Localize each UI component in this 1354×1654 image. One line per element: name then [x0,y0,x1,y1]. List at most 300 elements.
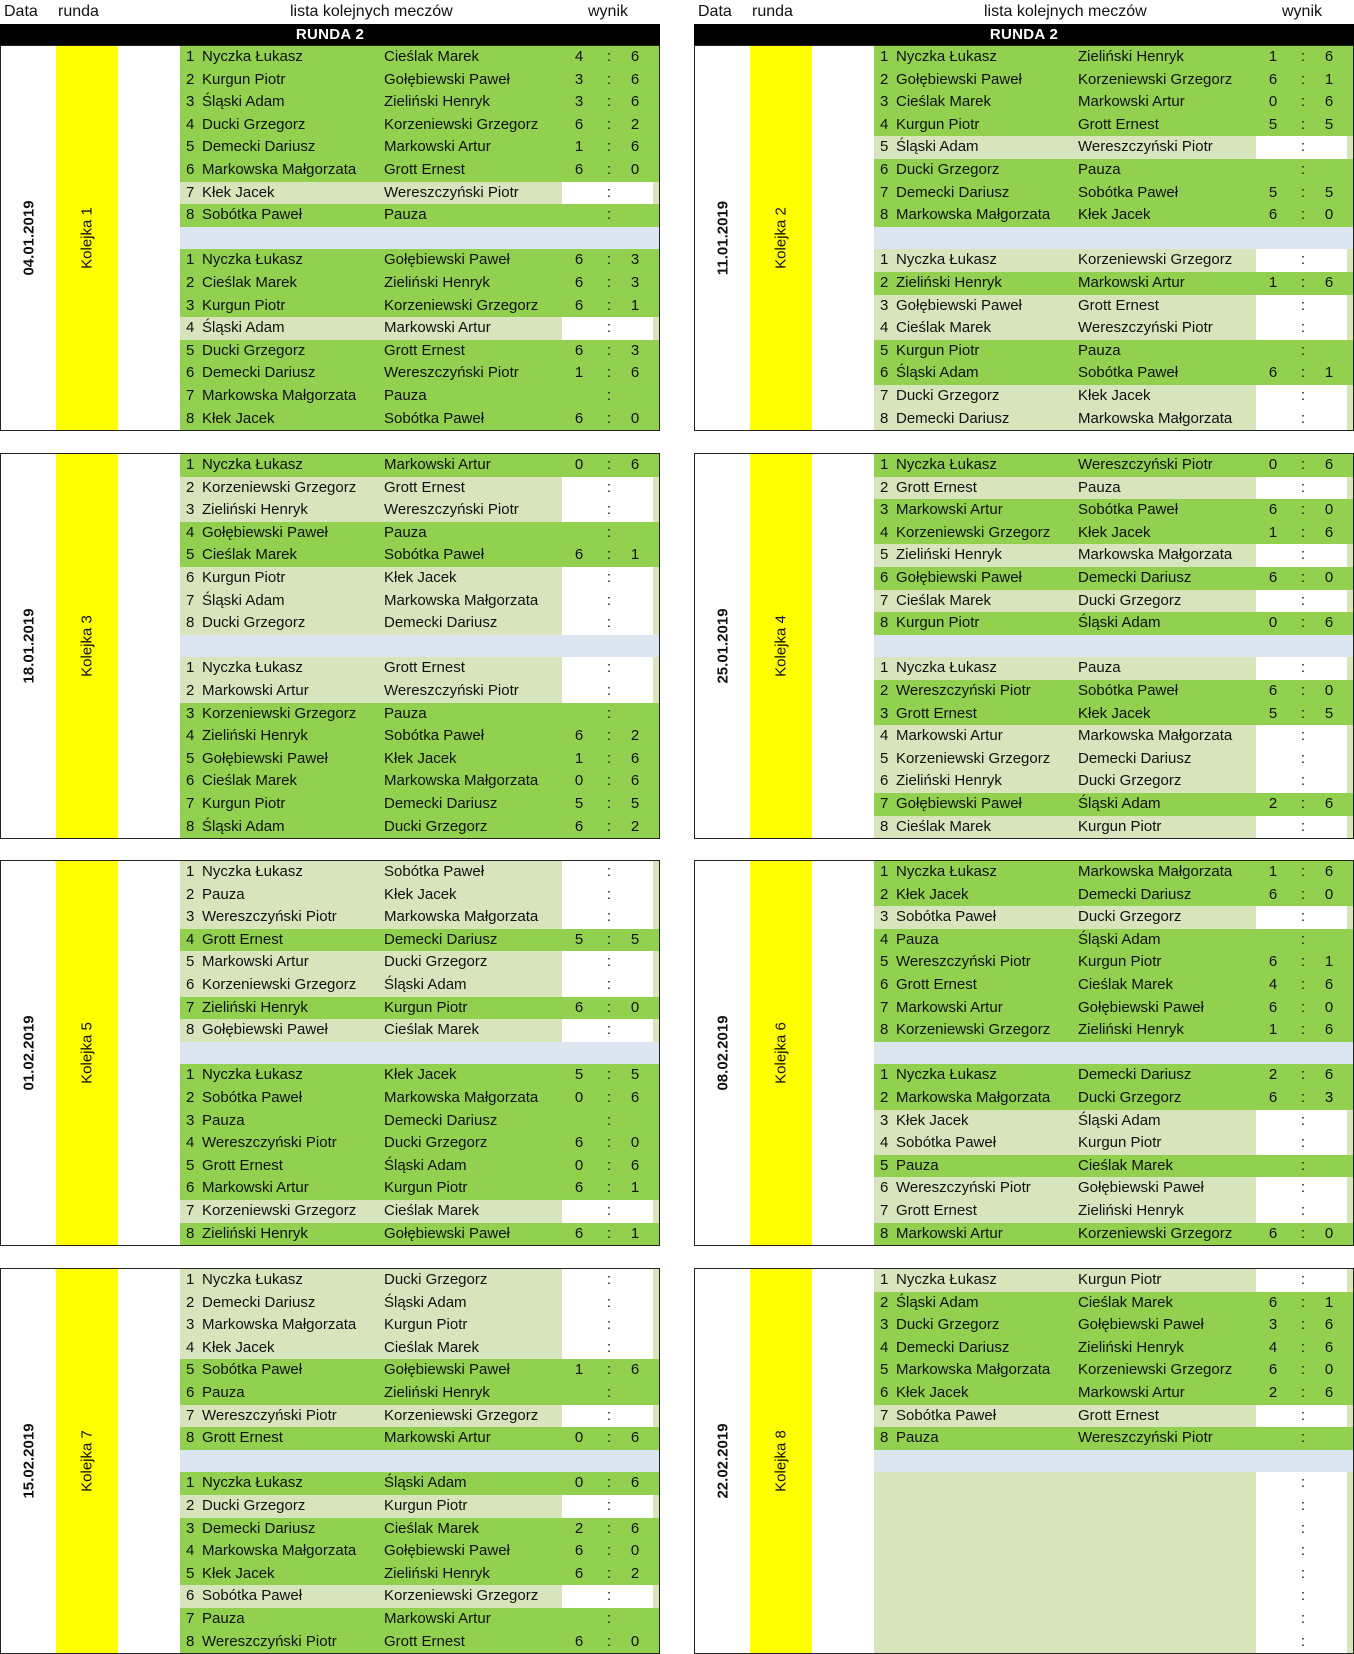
match-row[interactable] [874,929,1353,952]
match-row[interactable] [180,1563,659,1586]
score-home[interactable]: 5 [1268,183,1278,201]
match-row[interactable] [180,974,659,997]
score-home[interactable]: 6 [574,341,584,359]
match-row[interactable] [874,1155,1353,1178]
match-row[interactable] [874,522,1353,545]
score-cell[interactable] [1256,1427,1347,1450]
score-home[interactable]: 0 [574,772,584,790]
match-row[interactable] [180,1472,659,1495]
score-cell[interactable] [1256,1585,1347,1608]
score-away[interactable]: 1 [1324,364,1334,382]
match-row[interactable] [874,1472,1353,1495]
score-away[interactable]: 6 [1324,1383,1334,1401]
score-away[interactable]: 5 [630,930,640,948]
match-row[interactable] [180,408,659,431]
match-row[interactable] [874,1177,1353,1200]
match-row[interactable] [874,703,1353,726]
match-row[interactable] [874,69,1353,92]
score-cell[interactable] [562,1540,653,1563]
match-row[interactable] [874,499,1353,522]
score-cell[interactable] [1256,884,1347,907]
match-row[interactable] [180,159,659,182]
match-row[interactable] [874,906,1353,929]
score-away[interactable]: 6 [1324,614,1334,632]
score-away[interactable]: 0 [630,1134,640,1152]
score-away[interactable]: 6 [630,70,640,88]
match-row[interactable] [180,1540,659,1563]
score-home[interactable]: 6 [574,1632,584,1650]
match-row[interactable] [874,861,1353,884]
match-row[interactable] [874,793,1353,816]
match-row[interactable] [874,1631,1353,1654]
score-cell[interactable] [562,906,653,929]
match-row[interactable] [874,317,1353,340]
score-away[interactable]: 3 [630,251,640,269]
score-cell[interactable] [1256,1608,1347,1631]
score-away[interactable]: 6 [630,1088,640,1106]
score-cell[interactable] [562,861,653,884]
score-home[interactable]: 6 [574,273,584,291]
score-home[interactable]: 6 [1268,70,1278,88]
score-away[interactable]: 3 [630,273,640,291]
score-away[interactable]: 6 [1324,863,1334,880]
match-row[interactable] [180,816,659,839]
match-row[interactable] [180,477,659,500]
score-away[interactable]: 6 [630,364,640,382]
score-cell[interactable] [1256,1518,1347,1541]
score-away[interactable]: 5 [1324,183,1334,201]
score-cell[interactable] [1256,340,1347,363]
score-away[interactable]: 2 [630,115,640,133]
score-cell[interactable] [562,408,653,431]
score-cell[interactable] [1256,317,1347,340]
score-cell[interactable] [1256,1495,1347,1518]
score-cell[interactable] [562,1314,653,1337]
match-row[interactable] [874,477,1353,500]
match-row[interactable] [874,1427,1353,1450]
score-away[interactable]: 6 [1324,1316,1334,1334]
match-row[interactable] [180,748,659,771]
score-cell[interactable] [1256,1177,1347,1200]
score-cell[interactable] [562,1472,653,1495]
score-cell[interactable] [1256,1382,1347,1405]
score-cell[interactable] [562,249,653,272]
score-away[interactable]: 6 [1324,48,1334,65]
match-row[interactable] [180,997,659,1020]
score-home[interactable]: 3 [1268,1316,1278,1334]
match-row[interactable] [180,1585,659,1608]
score-away[interactable]: 6 [1324,794,1334,812]
match-row[interactable] [874,612,1353,635]
score-cell[interactable] [562,612,653,635]
match-row[interactable] [180,590,659,613]
score-home[interactable]: 1 [574,138,584,156]
score-home[interactable]: 6 [1268,681,1278,699]
match-row[interactable] [180,272,659,295]
score-cell[interactable] [562,1177,653,1200]
match-row[interactable] [180,1518,659,1541]
score-home[interactable]: 6 [1268,885,1278,903]
score-cell[interactable] [562,272,653,295]
match-row[interactable] [874,1495,1353,1518]
match-row[interactable] [874,1359,1353,1382]
score-cell[interactable] [562,385,653,408]
score-cell[interactable] [1256,567,1347,590]
match-row[interactable] [874,1540,1353,1563]
score-cell[interactable] [562,454,653,477]
score-cell[interactable] [562,1200,653,1223]
score-cell[interactable] [1256,408,1347,431]
match-row[interactable] [874,1200,1353,1223]
score-cell[interactable] [1256,861,1347,884]
score-home[interactable]: 6 [574,998,584,1016]
score-away[interactable]: 1 [630,1179,640,1197]
match-row[interactable] [180,1223,659,1246]
score-cell[interactable] [1256,1359,1347,1382]
score-away[interactable]: 0 [630,160,640,178]
match-row[interactable] [874,657,1353,680]
score-home[interactable]: 1 [574,364,584,382]
match-row[interactable] [874,1563,1353,1586]
score-cell[interactable] [562,997,653,1020]
score-cell[interactable] [562,544,653,567]
match-row[interactable] [874,748,1353,771]
score-away[interactable]: 1 [630,1224,640,1242]
match-row[interactable] [180,1495,659,1518]
score-cell[interactable] [1256,974,1347,997]
match-row[interactable] [180,657,659,680]
score-home[interactable]: 6 [1268,1361,1278,1379]
match-row[interactable] [874,136,1353,159]
score-home[interactable]: 5 [574,794,584,812]
score-away[interactable]: 6 [1324,523,1334,541]
score-home[interactable]: 1 [1268,863,1278,880]
score-cell[interactable] [562,590,653,613]
score-home[interactable]: 6 [1268,1293,1278,1311]
match-row[interactable] [180,1631,659,1654]
score-cell[interactable] [1256,1019,1347,1042]
score-home[interactable]: 6 [574,546,584,564]
score-cell[interactable] [1256,1405,1347,1428]
match-row[interactable] [874,884,1353,907]
score-away[interactable]: 6 [1324,1066,1334,1084]
score-cell[interactable] [562,69,653,92]
score-away[interactable]: 2 [630,1564,640,1582]
score-home[interactable]: 0 [574,456,584,473]
score-cell[interactable] [562,204,653,227]
score-cell[interactable] [1256,1110,1347,1133]
match-row[interactable] [180,69,659,92]
match-row[interactable] [180,362,659,385]
score-home[interactable]: 6 [1268,998,1278,1016]
score-cell[interactable] [562,477,653,500]
score-home[interactable]: 5 [1268,115,1278,133]
match-row[interactable] [180,770,659,793]
score-home[interactable]: 6 [574,409,584,427]
score-home[interactable]: 1 [1268,273,1278,291]
score-cell[interactable] [1256,249,1347,272]
match-row[interactable] [180,725,659,748]
score-away[interactable]: 1 [1324,953,1334,971]
match-row[interactable] [180,1087,659,1110]
match-row[interactable] [180,114,659,137]
score-home[interactable]: 2 [1268,1383,1278,1401]
score-away[interactable]: 1 [630,546,640,564]
match-row[interactable] [874,204,1353,227]
score-away[interactable]: 2 [630,817,640,835]
score-home[interactable]: 6 [574,817,584,835]
score-away[interactable]: 0 [630,409,640,427]
score-cell[interactable] [1256,951,1347,974]
score-cell[interactable] [1256,1337,1347,1360]
score-cell[interactable] [1256,612,1347,635]
score-cell[interactable] [1256,544,1347,567]
score-cell[interactable] [1256,1087,1347,1110]
match-row[interactable] [180,1382,659,1405]
score-cell[interactable] [1256,477,1347,500]
score-home[interactable]: 6 [1268,1088,1278,1106]
score-cell[interactable] [1256,114,1347,137]
score-cell[interactable] [1256,69,1347,92]
score-away[interactable]: 6 [630,48,640,65]
score-away[interactable]: 6 [630,1519,640,1537]
score-home[interactable]: 5 [574,1066,584,1084]
score-cell[interactable] [562,974,653,997]
score-away[interactable]: 0 [1324,568,1334,586]
match-row[interactable] [180,1064,659,1087]
score-away[interactable]: 0 [630,998,640,1016]
score-away[interactable]: 6 [630,1429,640,1447]
score-away[interactable]: 5 [630,1066,640,1084]
match-row[interactable] [874,680,1353,703]
score-away[interactable]: 0 [1324,206,1334,224]
score-cell[interactable] [1256,1155,1347,1178]
score-home[interactable]: 3 [574,70,584,88]
match-row[interactable] [874,408,1353,431]
match-row[interactable] [180,317,659,340]
score-away[interactable]: 6 [630,1474,640,1492]
match-row[interactable] [874,91,1353,114]
match-row[interactable] [874,340,1353,363]
match-row[interactable] [180,136,659,159]
score-cell[interactable] [1256,1064,1347,1087]
score-home[interactable]: 0 [574,1474,584,1492]
score-home[interactable]: 6 [1268,568,1278,586]
score-away[interactable]: 1 [630,296,640,314]
score-home[interactable]: 2 [1268,794,1278,812]
score-cell[interactable] [562,1495,653,1518]
score-away[interactable]: 0 [630,1542,640,1560]
score-away[interactable]: 6 [1324,1338,1334,1356]
match-row[interactable] [180,1608,659,1631]
score-cell[interactable] [1256,793,1347,816]
score-cell[interactable] [562,1019,653,1042]
score-away[interactable]: 6 [1324,975,1334,993]
score-home[interactable]: 5 [574,930,584,948]
score-away[interactable]: 6 [1324,1021,1334,1039]
match-row[interactable] [874,1314,1353,1337]
score-cell[interactable] [1256,997,1347,1020]
score-away[interactable]: 0 [1324,501,1334,519]
match-row[interactable] [180,204,659,227]
score-away[interactable]: 6 [1324,456,1334,473]
match-row[interactable] [874,1019,1353,1042]
score-cell[interactable] [1256,680,1347,703]
match-row[interactable] [180,91,659,114]
score-cell[interactable] [1256,385,1347,408]
score-cell[interactable] [562,1405,653,1428]
score-home[interactable]: 6 [1268,206,1278,224]
score-home[interactable]: 4 [574,48,584,65]
score-away[interactable]: 0 [630,1632,640,1650]
match-row[interactable] [874,1087,1353,1110]
score-away[interactable]: 6 [630,456,640,473]
match-row[interactable] [874,272,1353,295]
score-away[interactable]: 2 [630,727,640,745]
score-cell[interactable] [1256,816,1347,839]
score-cell[interactable] [562,884,653,907]
score-cell[interactable] [562,793,653,816]
score-away[interactable]: 3 [1324,1088,1334,1106]
score-home[interactable]: 5 [1268,704,1278,722]
score-cell[interactable] [1256,1540,1347,1563]
match-row[interactable] [874,974,1353,997]
score-cell[interactable] [1256,522,1347,545]
match-row[interactable] [180,1269,659,1292]
score-home[interactable]: 2 [574,1519,584,1537]
score-cell[interactable] [562,1087,653,1110]
score-cell[interactable] [562,1359,653,1382]
score-home[interactable]: 6 [574,251,584,269]
match-row[interactable] [180,46,659,69]
score-cell[interactable] [562,522,653,545]
match-row[interactable] [874,725,1353,748]
score-home[interactable]: 1 [574,749,584,767]
score-away[interactable]: 3 [630,341,640,359]
score-cell[interactable] [562,1064,653,1087]
match-row[interactable] [180,1427,659,1450]
score-cell[interactable] [562,362,653,385]
score-home[interactable]: 6 [574,1542,584,1560]
score-cell[interactable] [562,340,653,363]
score-cell[interactable] [1256,1631,1347,1654]
score-cell[interactable] [1256,91,1347,114]
score-home[interactable]: 1 [1268,523,1278,541]
score-home[interactable]: 6 [1268,1224,1278,1242]
match-row[interactable] [180,182,659,205]
score-home[interactable]: 6 [574,1224,584,1242]
score-cell[interactable] [562,1631,653,1654]
score-home[interactable]: 6 [574,727,584,745]
match-row[interactable] [874,1518,1353,1541]
score-home[interactable]: 1 [1268,48,1278,65]
score-home[interactable]: 6 [574,115,584,133]
match-row[interactable] [874,1132,1353,1155]
score-home[interactable]: 4 [1268,975,1278,993]
match-row[interactable] [180,951,659,974]
score-cell[interactable] [1256,499,1347,522]
match-row[interactable] [180,680,659,703]
score-cell[interactable] [562,91,653,114]
score-cell[interactable] [1256,770,1347,793]
score-cell[interactable] [562,1563,653,1586]
score-cell[interactable] [562,1132,653,1155]
match-row[interactable] [874,385,1353,408]
match-row[interactable] [180,1314,659,1337]
match-row[interactable] [874,1064,1353,1087]
match-row[interactable] [874,1608,1353,1631]
score-cell[interactable] [1256,46,1347,69]
score-cell[interactable] [1256,1314,1347,1337]
score-away[interactable]: 0 [1324,885,1334,903]
score-away[interactable]: 0 [1324,1361,1334,1379]
match-row[interactable] [874,1110,1353,1133]
score-cell[interactable] [1256,703,1347,726]
score-away[interactable]: 5 [1324,115,1334,133]
score-cell[interactable] [1256,1472,1347,1495]
score-cell[interactable] [562,1292,653,1315]
match-row[interactable] [180,1110,659,1133]
score-away[interactable]: 6 [630,138,640,156]
match-row[interactable] [180,499,659,522]
score-cell[interactable] [1256,204,1347,227]
match-row[interactable] [180,1200,659,1223]
score-home[interactable]: 0 [574,1088,584,1106]
score-home[interactable]: 1 [1268,1021,1278,1039]
score-cell[interactable] [562,816,653,839]
score-cell[interactable] [562,567,653,590]
match-row[interactable] [874,182,1353,205]
match-row[interactable] [180,1359,659,1382]
match-row[interactable] [180,522,659,545]
score-cell[interactable] [562,657,653,680]
score-cell[interactable] [562,1382,653,1405]
score-home[interactable]: 6 [1268,953,1278,971]
score-cell[interactable] [562,46,653,69]
match-row[interactable] [180,861,659,884]
match-row[interactable] [874,1585,1353,1608]
match-row[interactable] [180,544,659,567]
match-row[interactable] [180,793,659,816]
score-home[interactable]: 6 [1268,364,1278,382]
match-row[interactable] [180,1132,659,1155]
score-home[interactable]: 1 [574,1361,584,1379]
score-cell[interactable] [1256,1563,1347,1586]
score-cell[interactable] [1256,182,1347,205]
match-row[interactable] [180,1177,659,1200]
score-cell[interactable] [1256,657,1347,680]
score-away[interactable]: 6 [630,1156,640,1174]
score-home[interactable]: 0 [574,1156,584,1174]
match-row[interactable] [180,249,659,272]
match-row[interactable] [874,159,1353,182]
score-away[interactable]: 5 [630,794,640,812]
match-row[interactable] [180,340,659,363]
score-away[interactable]: 0 [1324,998,1334,1016]
score-cell[interactable] [562,1427,653,1450]
score-cell[interactable] [562,680,653,703]
score-home[interactable]: 6 [574,296,584,314]
match-row[interactable] [180,295,659,318]
score-cell[interactable] [1256,748,1347,771]
match-row[interactable] [874,544,1353,567]
score-cell[interactable] [562,136,653,159]
match-row[interactable] [180,1405,659,1428]
score-away[interactable]: 6 [630,93,640,111]
score-home[interactable]: 0 [574,1429,584,1447]
match-row[interactable] [180,1292,659,1315]
score-cell[interactable] [562,1585,653,1608]
